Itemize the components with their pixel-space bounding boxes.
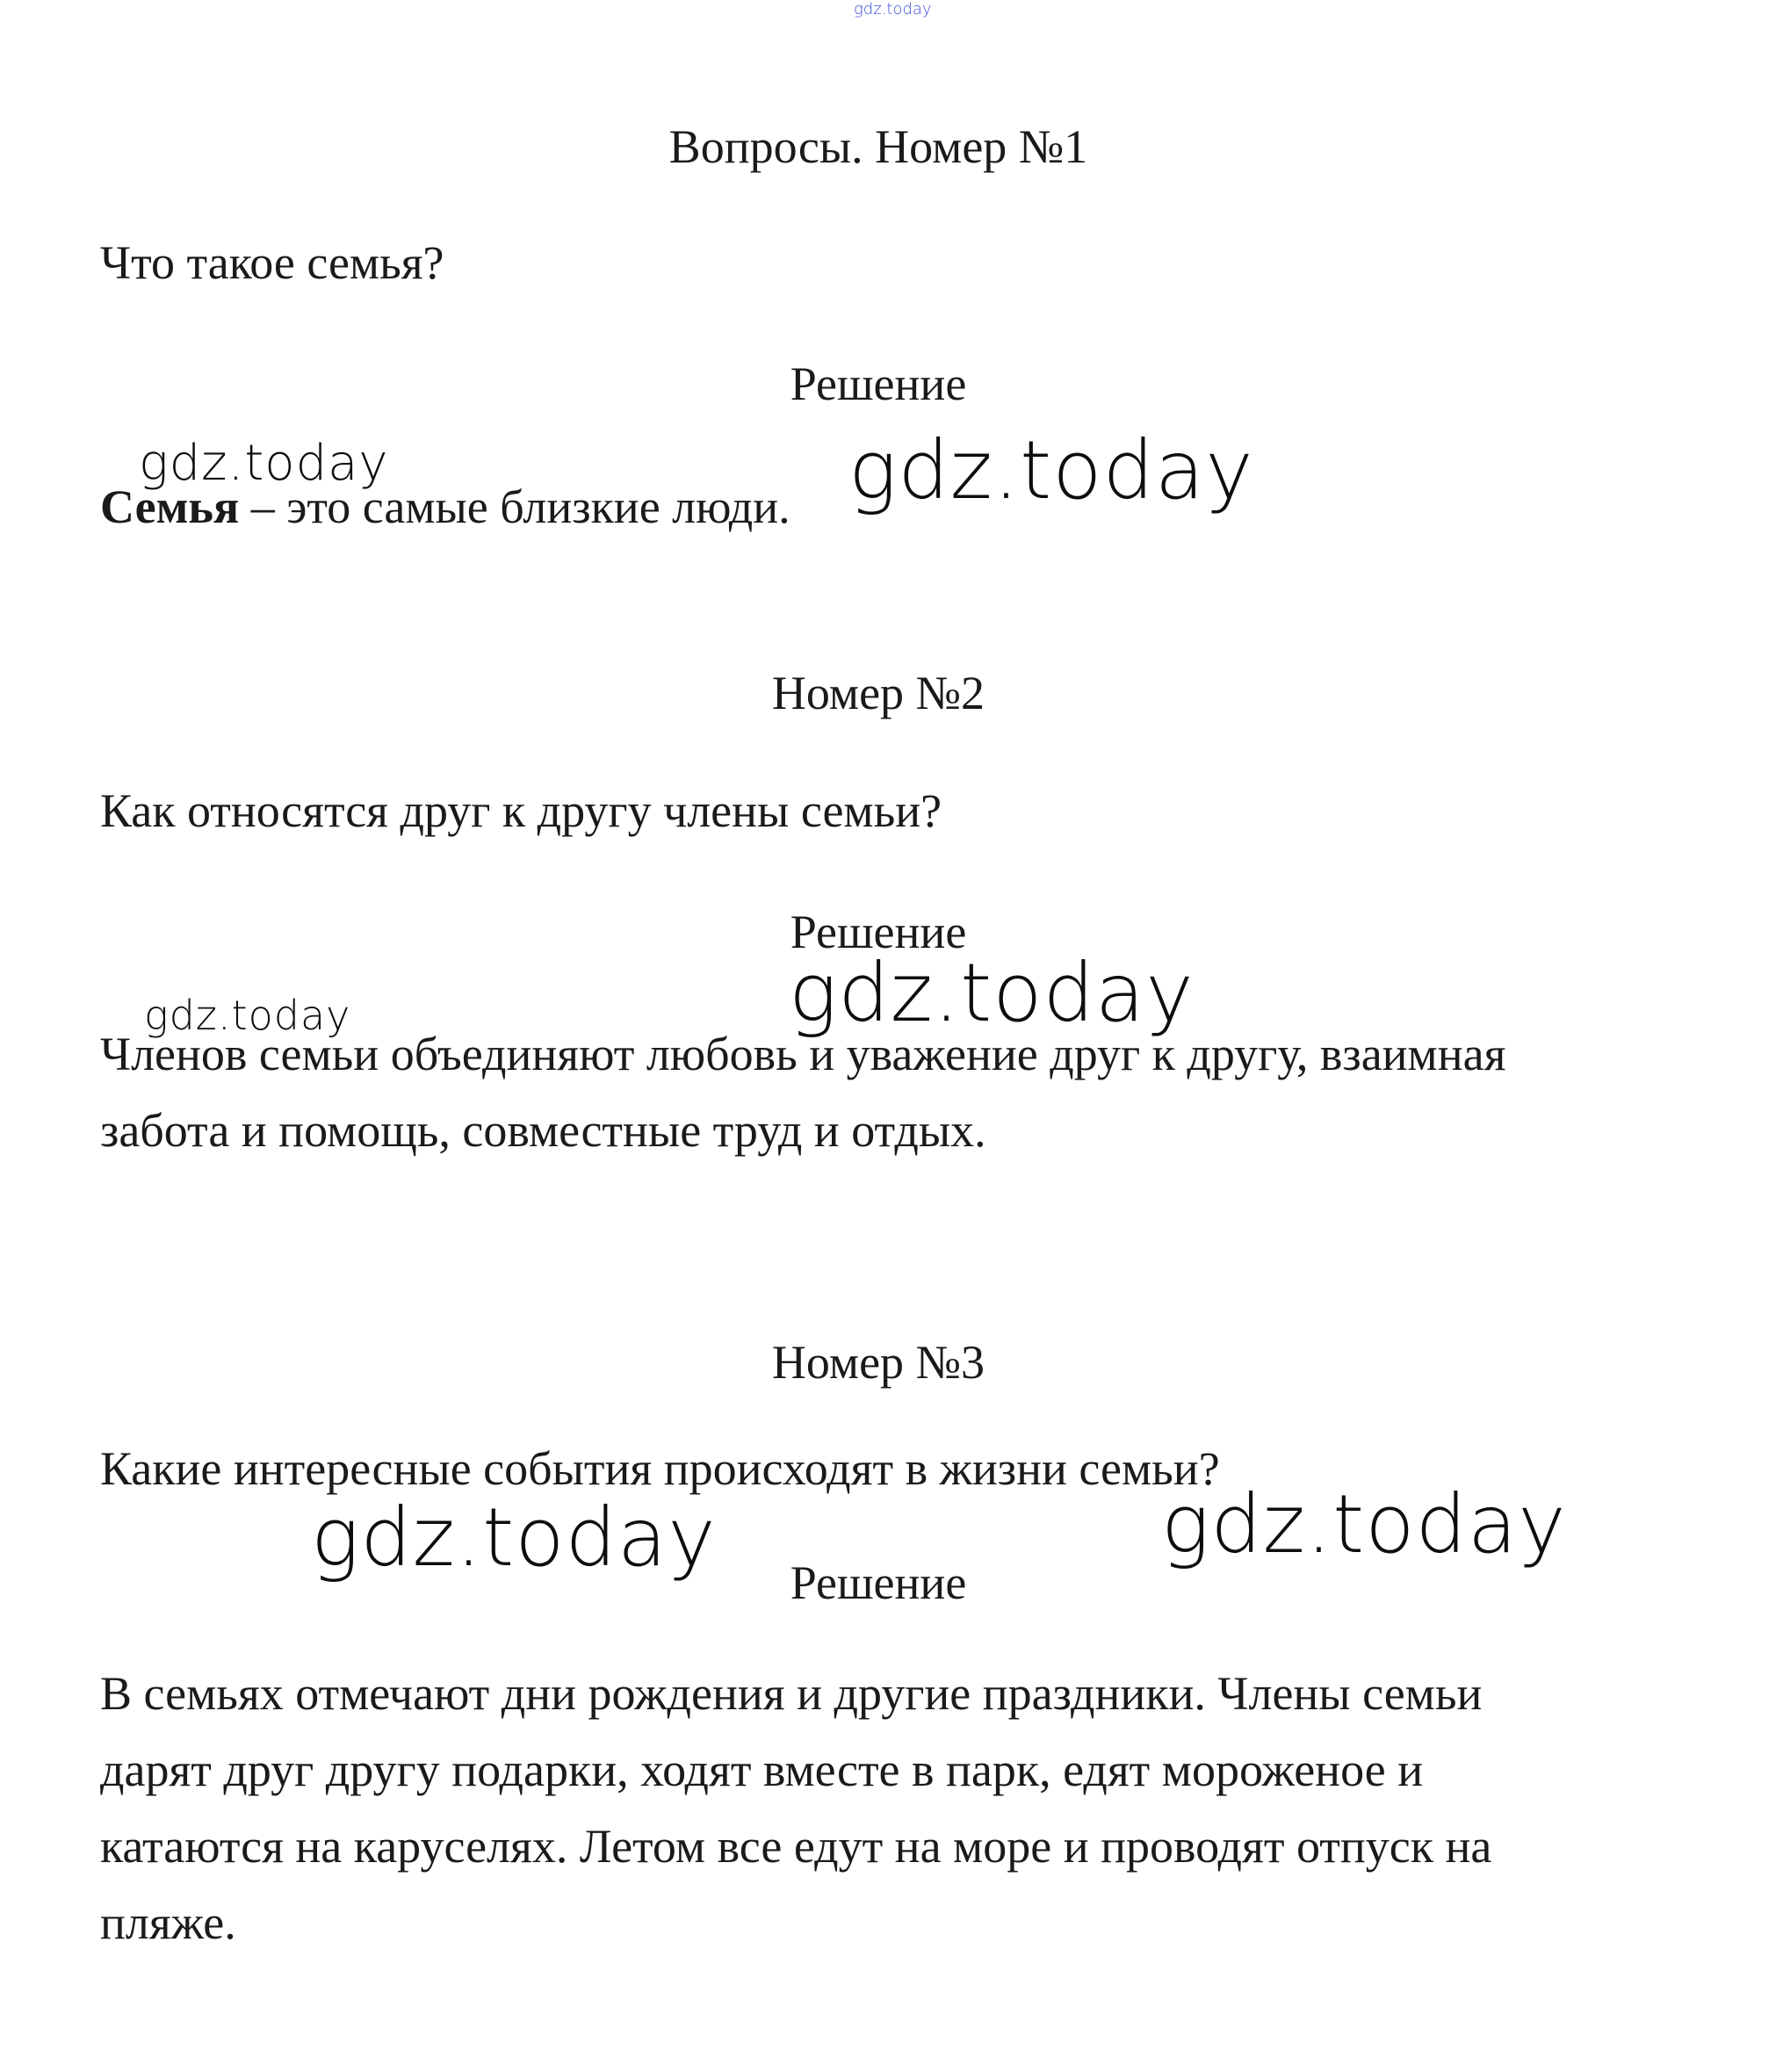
- answer-text: – это самые близкие люди.: [239, 480, 790, 533]
- watermark: gdz.today: [789, 946, 1195, 1040]
- answer-line: Членов семьи объединяют любовь и уважение друг к другу, взаимная: [100, 1028, 1506, 1080]
- watermark: gdz.today: [311, 1491, 717, 1585]
- answer-line: пляже.: [100, 1896, 236, 1949]
- watermark: gdz.today: [139, 435, 389, 492]
- answer-line: В семьях отмечают дни рождения и другие праздники. Члены семьи: [100, 1667, 1483, 1720]
- section-2-question: Как относятся друг к другу члены семьи?: [100, 784, 942, 837]
- answer-line: забота и помощь, совместные труд и отдых.: [100, 1104, 986, 1157]
- answer-line: катаются на каруселях. Летом все едут на море и проводят отпуск на: [100, 1820, 1492, 1873]
- section-3-answer: [100, 1656, 1699, 1961]
- header-watermark: gdz.today: [854, 0, 932, 18]
- watermark: gdz.today: [1161, 1477, 1567, 1571]
- section-2-heading: Номер №2: [771, 667, 985, 719]
- watermark: gdz.today: [144, 992, 351, 1039]
- section-1-heading: Вопросы. Номер №1: [668, 120, 1088, 173]
- section-3-question: Какие интересные события происходят в жизни семьи?: [100, 1442, 1220, 1495]
- watermark: gdz.today: [848, 423, 1254, 517]
- section-1-solution-label: Решение: [790, 357, 967, 410]
- answer-term: Семья: [100, 480, 240, 533]
- section-3-solution-label: Решение: [790, 1556, 967, 1609]
- section-3-heading: Номер №3: [771, 1336, 985, 1389]
- answer-line: дарят друг другу подарки, ходят вместе в парк, едят мороженое и: [100, 1744, 1424, 1796]
- section-1-question: Что такое семья?: [100, 236, 444, 289]
- section-2-solution-label: Решение: [790, 906, 967, 958]
